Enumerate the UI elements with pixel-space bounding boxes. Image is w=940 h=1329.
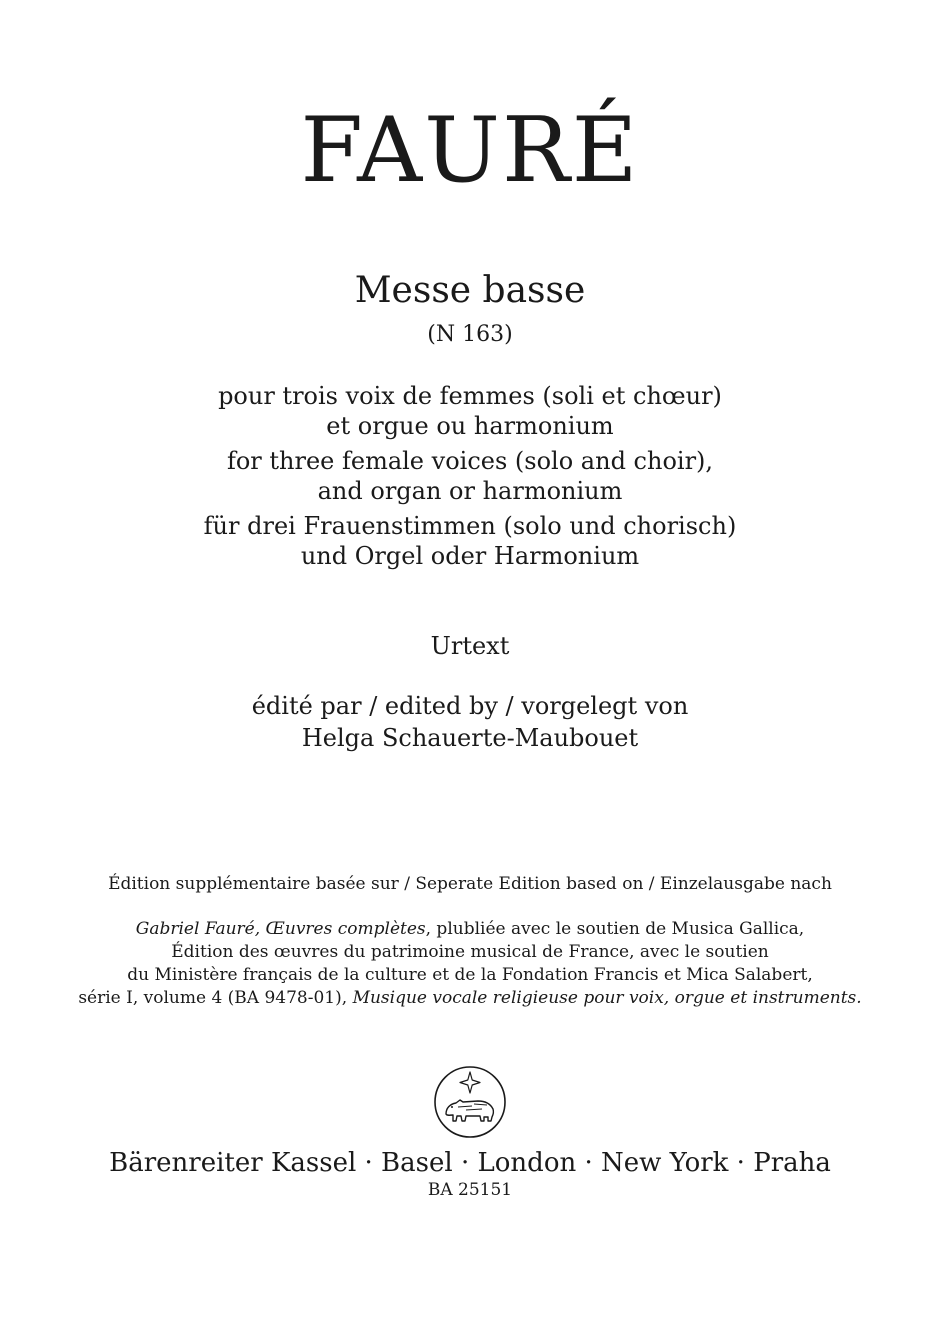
scoring-french-line1: pour trois voix de femmes (soli et chœur) bbox=[218, 382, 722, 410]
scoring-english-line1: for three female voices (solo and choir), bbox=[226, 447, 714, 475]
urtext-label: Urtext bbox=[430, 632, 510, 660]
source-line-4 bbox=[0, 986, 940, 1010]
publisher-catalog-number: BA 25151 bbox=[427, 1180, 513, 1200]
source-volume-title: Musique vocale religieuse pour voix, orgue et instruments. bbox=[352, 988, 862, 1008]
source-line-1-text: , plubliée avec le soutien de Musica Gallica, bbox=[425, 919, 805, 939]
scoring-french-line2: et orgue ou harmonium bbox=[326, 412, 614, 440]
editor-name: Helga Schauerte-Maubouet bbox=[301, 724, 639, 752]
source-line-2: Édition des œuvres du patrimoine musical de France, avec le soutien bbox=[171, 942, 769, 962]
edited-by-label: édité par / edited by / vorgelegt von bbox=[251, 692, 689, 720]
source-collection-title: Gabriel Fauré, Œuvres complètes bbox=[135, 919, 426, 939]
baerenreiter-bear-star-logo-icon bbox=[432, 1064, 508, 1140]
composer-name: FAURÉ bbox=[300, 98, 640, 203]
scoring-german-line2: und Orgel oder Harmonium bbox=[300, 542, 640, 570]
edition-note: Édition supplémentaire basée sur / Seperate Edition based on / Einzelausgabe nach bbox=[108, 874, 832, 894]
scoring-english-line2: and organ or harmonium bbox=[317, 477, 623, 505]
publisher-imprint: Bärenreiter Kassel · Basel · London · New York · Praha bbox=[109, 1148, 831, 1178]
scoring-german-line1: für drei Frauenstimmen (solo und chorisch) bbox=[203, 512, 737, 540]
source-line-4-text: série I, volume 4 (BA 9478-01), bbox=[78, 988, 353, 1008]
source-line-3: du Ministère français de la culture et de la Fondation Francis et Mica Salabert, bbox=[127, 965, 813, 985]
catalog-number-n: (N 163) bbox=[427, 322, 513, 347]
work-title: Messe basse bbox=[354, 270, 586, 311]
source-line-1 bbox=[0, 917, 940, 941]
